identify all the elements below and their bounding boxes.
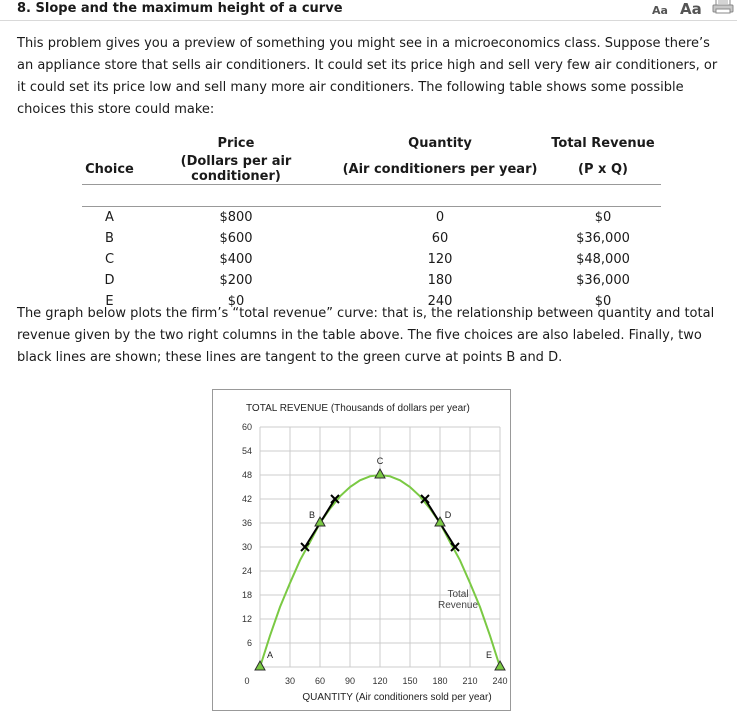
- revenue-header: Total Revenue: [551, 136, 655, 151]
- revenue-cell: $36,000: [576, 231, 630, 246]
- revenue-cell: $48,000: [576, 252, 630, 267]
- y-tick-label: 48: [241, 470, 252, 480]
- choice-cell: C: [104, 252, 115, 267]
- x-axis-label: QUANTITY (Air conditioners sold per year): [302, 692, 492, 703]
- table-row: [82, 249, 661, 270]
- quantity-cell: 60: [431, 231, 449, 246]
- total-revenue-chart: [212, 389, 511, 711]
- y-tick-label: 54: [241, 446, 252, 456]
- series-label-total-revenue: Total Revenue: [437, 589, 479, 611]
- choice-header: Choice: [85, 161, 134, 177]
- quantity-cell: 180: [427, 273, 453, 288]
- point-C-marker: [375, 469, 385, 478]
- y-tick-label: 6: [246, 638, 252, 648]
- y-tick-label: 18: [241, 590, 252, 600]
- x-tick-label: 240: [492, 676, 508, 686]
- y-tick-label: 60: [241, 422, 252, 432]
- problem-header: [0, 0, 737, 21]
- choice-cell: B: [105, 231, 114, 246]
- price-cell: $800: [219, 210, 253, 225]
- y-tick-label: 30: [241, 542, 252, 552]
- font-size-small-button[interactable]: Aa: [652, 4, 668, 17]
- table-row: [82, 207, 661, 229]
- y-axis-label: TOTAL REVENUE (Thousands of dollars per year): [246, 403, 470, 414]
- x-tick-label: 120: [372, 676, 388, 686]
- point-E-marker: [495, 661, 505, 670]
- x-tick-label: 30: [284, 676, 296, 686]
- price-header: Price: [217, 136, 255, 151]
- price-unit-header: (Dollars per air conditioner): [180, 154, 292, 184]
- y-tick-label: 36: [241, 518, 252, 528]
- x-tick-label: 90: [344, 676, 356, 686]
- choice-cell: E: [105, 294, 114, 309]
- choice-cell: D: [104, 273, 115, 288]
- choice-cell: A: [105, 210, 114, 225]
- point-E-label: E: [485, 650, 493, 660]
- point-A-label: A: [266, 650, 274, 660]
- quantity-cell: 0: [435, 210, 445, 225]
- y-tick-label: 12: [241, 614, 252, 624]
- y-tick-label: 24: [241, 566, 252, 576]
- x-tick-label: 60: [314, 676, 326, 686]
- quantity-header: Quantity: [408, 136, 472, 151]
- point-C-label: C: [376, 456, 384, 466]
- revenue-formula-header: (P x Q): [578, 161, 628, 177]
- problem-title: 8. Slope and the maximum height of a curve: [17, 1, 343, 16]
- x-tick-label: 150: [402, 676, 418, 686]
- point-A-marker: [255, 661, 265, 670]
- point-B-label: B: [308, 510, 316, 520]
- x-tick-label: 180: [432, 676, 448, 686]
- quantity-cell: 240: [427, 294, 453, 309]
- revenue-cell: $0: [594, 294, 612, 309]
- revenue-cell: $0: [594, 210, 612, 225]
- price-cell: $200: [219, 273, 253, 288]
- font-size-large-button[interactable]: Aa: [680, 0, 702, 18]
- table-row: [82, 270, 661, 291]
- price-cell: $400: [219, 252, 253, 267]
- graph-description-paragraph: The graph below plots the firm’s “total revenue” curve: that is, the relationship between quantity and total revenue given by the two right columns in the table above. The five choices are also labeled. Finally, two black lines are shown; these lines are tangent to the green curve at points B and D.: [17, 306, 715, 365]
- x-tick-label: 0: [244, 676, 250, 686]
- point-D-label: D: [444, 510, 452, 520]
- print-icon[interactable]: [712, 0, 734, 14]
- choices-table: [82, 133, 661, 312]
- price-cell: $600: [219, 231, 253, 246]
- x-tick-label: 210: [462, 676, 478, 686]
- revenue-cell: $36,000: [576, 273, 630, 288]
- y-tick-label: 42: [241, 494, 252, 504]
- quantity-cell: 120: [427, 252, 453, 267]
- chart-svg: [213, 390, 510, 710]
- quantity-unit-header: (Air conditioners per year): [342, 161, 538, 177]
- intro-paragraph: This problem gives you a preview of something you might see in a microeconomics class. Suppose there’s an appliance store that sells air conditioners. It could set its price high and sell very few air conditioners, or it could set its price low and sell many more air conditioners. The following table shows some possible choices this store could make:: [17, 36, 718, 117]
- table-row: [82, 228, 661, 249]
- price-cell: $0: [227, 294, 245, 309]
